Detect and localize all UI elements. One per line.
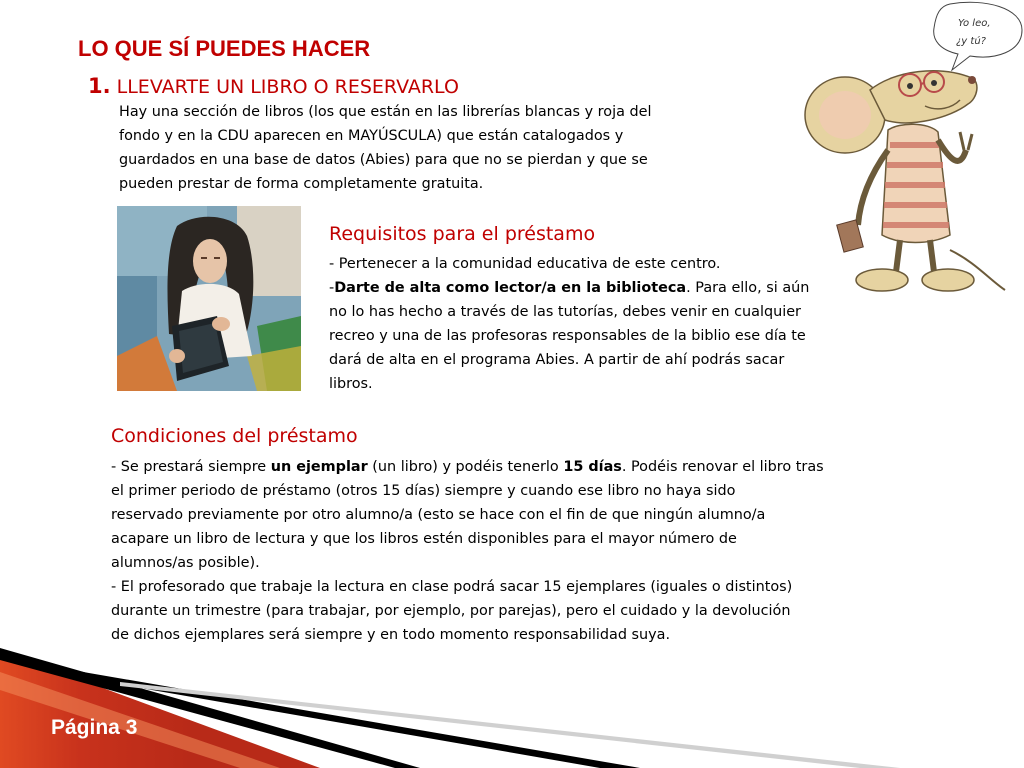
condition-line: durante un trimestre (para trabajar, por ejemplo, por parejas), pero el cuidado y la devolución	[111, 603, 791, 619]
condition-line: alumnos/as posible).	[111, 555, 260, 571]
requirement-dash: -	[329, 280, 335, 296]
condition-text: - Se prestará siempre	[111, 459, 271, 475]
section-number: 1.	[88, 74, 111, 98]
requirement-suffix: . Para ello, si aún	[686, 280, 810, 296]
requirement-line: no lo has hecho a través de las tutorías, debes venir en cualquier	[329, 304, 801, 320]
conditions-heading: Condiciones del préstamo	[111, 425, 358, 447]
requirement-line: recreo y una de las profesoras responsables de la biblio ese día te	[329, 328, 806, 344]
condition-emphasis: 15 días	[563, 459, 622, 475]
requirement-line: - Pertenecer a la comunidad educativa de este centro.	[329, 256, 721, 272]
section-heading-text: LLEVARTE UN LIBRO O RESERVARLO	[116, 76, 459, 98]
intro-line: guardados en una base de datos (Abies) para que no se pierdan y que se	[119, 152, 648, 168]
slide-title: LO QUE SÍ PUEDES HACER	[78, 36, 371, 61]
reading-mouse-illustration	[800, 0, 1024, 310]
condition-line	[111, 455, 901, 479]
requirement-line: libros.	[329, 376, 373, 392]
requirement-line	[329, 276, 863, 300]
reading-girl-painting	[117, 206, 301, 391]
section-heading	[88, 74, 459, 98]
condition-line: de dichos ejemplares será siempre y en todo momento responsabilidad suya.	[111, 627, 671, 643]
condition-emphasis: un ejemplar	[270, 459, 368, 475]
conditions-text	[111, 455, 901, 647]
page-number-label: Página 3	[51, 716, 138, 739]
requirement-line: dará de alta en el programa Abies. A partir de ahí podrás sacar	[329, 352, 785, 368]
intro-paragraph	[119, 100, 719, 196]
requirements-heading: Requisitos para el préstamo	[329, 223, 596, 245]
bubble-line-1: Yo leo,	[958, 18, 991, 29]
footer-swoosh	[0, 620, 1024, 768]
condition-line: - El profesorado que trabaje la lectura en clase podrá sacar 15 ejemplares (iguales o distintos)	[111, 579, 793, 595]
condition-line: acapare un libro de lectura y que los libros estén disponibles para el mayor número de	[111, 531, 737, 547]
intro-line: fondo y en la CDU aparecen en MAYÚSCULA) que están catalogados y	[119, 128, 624, 144]
intro-line: Hay una sección de libros (los que están en las librerías blancas y roja del	[119, 104, 652, 120]
condition-line: el primer periodo de préstamo (otros 15 días) siempre y cuando ese libro no haya sido	[111, 483, 736, 499]
condition-text: . Podéis renovar el libro tras	[621, 459, 824, 475]
bubble-line-2: ¿y tú?	[956, 36, 986, 47]
requirements-text	[329, 252, 863, 396]
requirement-emphasis: Darte de alta como lector/a en la biblioteca	[334, 280, 687, 296]
condition-text: (un libro) y podéis tenerlo	[367, 459, 564, 475]
intro-line: pueden prestar de forma completamente gratuita.	[119, 176, 484, 192]
condition-line: reservado previamente por otro alumno/a (esto se hace con el fin de que ningún alumno/a	[111, 507, 766, 523]
